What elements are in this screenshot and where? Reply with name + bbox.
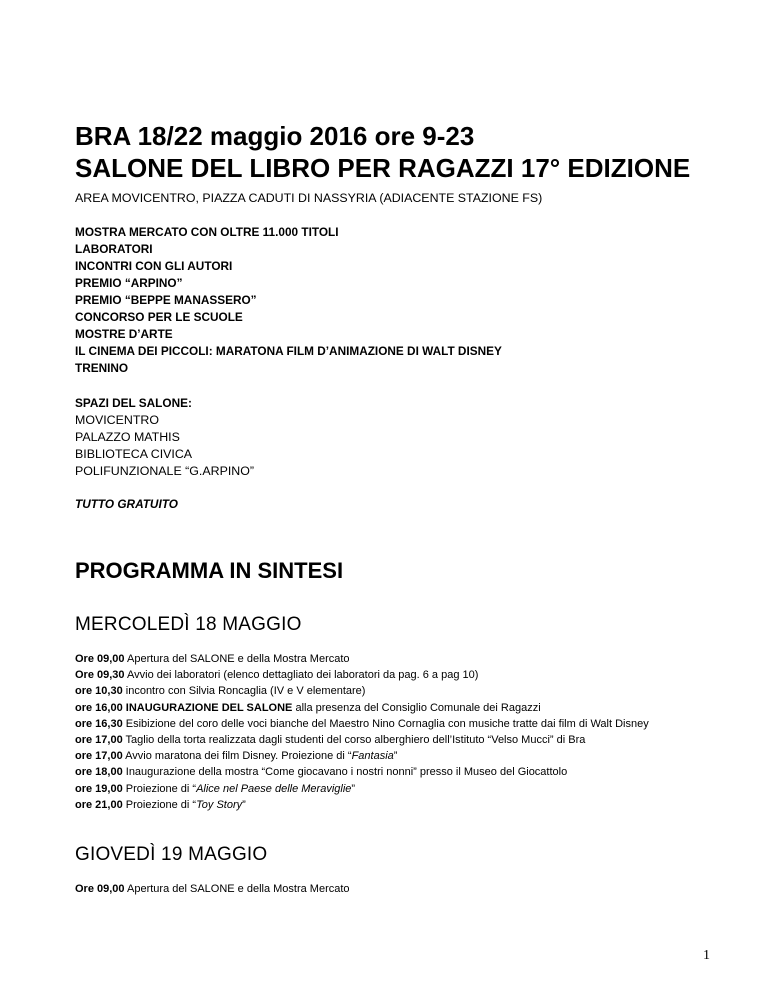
event-row: ore 21,00 Proiezione di “Toy Story” — [75, 798, 246, 811]
day-heading-wednesday: MERCOLEDÌ 18 MAGGIO — [75, 614, 302, 635]
spazi-list — [75, 412, 715, 480]
day-heading-thursday: GIOVEDÌ 19 MAGGIO — [75, 844, 268, 866]
list-item: CONCORSO PER LE SCUOLE — [75, 310, 243, 324]
list-item: PALAZZO MATHIS — [75, 430, 180, 444]
list-item: INCONTRI CON GLI AUTORI — [75, 259, 233, 273]
list-item: BIBLIOTECA CIVICA — [75, 447, 193, 461]
document-page — [75, 120, 715, 897]
event-row: ore 16,00 INAUGURAZIONE DEL SALONE alla presenza del Consiglio Comunale dei Ragazzi — [75, 701, 541, 714]
event-row: ore 17,00 Taglio della torta realizzata dagli studenti del corso alberghiero dell’Istituto “Velso Mucci” di Bra — [75, 734, 586, 747]
event-row: Ore 09,00 Apertura del SALONE e della Mostra Mercato — [75, 883, 350, 896]
event-row: ore 10,30 incontro con Silvia Roncaglia (IV e V elementare) — [75, 685, 366, 698]
list-item: PREMIO “ARPINO” — [75, 276, 183, 290]
highlights-list — [75, 224, 715, 377]
event-row: ore 19,00 Proiezione di “Alice nel Paese delle Meraviglie” — [75, 782, 356, 795]
programma-heading: PROGRAMMA IN SINTESI — [75, 558, 344, 583]
list-item: IL CINEMA DEI PICCOLI: MARATONA FILM D’ANIMAZIONE DI WALT DISNEY — [75, 344, 502, 358]
list-item: PREMIO “BEPPE MANASSERO” — [75, 293, 257, 307]
spazi-heading: SPAZI DEL SALONE: — [75, 396, 192, 410]
event-row: ore 16,30 Esibizione del coro delle voci bianche del Maestro Nino Cornaglia con musiche tratte dai film di Walt Disney — [75, 717, 649, 730]
event-row: ore 17,00 Avvio maratona dei film Disney. Proiezione di “Fantasia” — [75, 750, 398, 763]
list-item: MOVICENTRO — [75, 413, 159, 427]
list-item: POLIFUNZIONALE “G.ARPINO” — [75, 464, 254, 478]
list-item: MOSTRA MERCATO CON OLTRE 11.000 TITOLI — [75, 225, 339, 239]
spazi-section — [75, 395, 715, 480]
location-line: AREA MOVICENTRO, PIAZZA CADUTI DI NASSYRIA (ADIACENTE STAZIONE FS) — [75, 191, 543, 205]
list-item: TRENINO — [75, 361, 129, 375]
page-number: 1 — [703, 948, 710, 963]
free-entry-note: TUTTO GRATUITO — [75, 497, 178, 511]
event-row: ore 18,00 Inaugurazione della mostra “Come giocavano i nostri nonni” presso il Museo del Giocattolo — [75, 766, 568, 779]
title-dates: BRA 18/22 maggio 2016 ore 9-23 — [75, 121, 475, 151]
list-item: MOSTRE D’ARTE — [75, 327, 173, 341]
event-row: Ore 09,00 Apertura del SALONE e della Mostra Mercato — [75, 653, 350, 665]
title-event: SALONE DEL LIBRO PER RAGAZZI 17° EDIZIONE — [75, 153, 691, 183]
event-row: Ore 09,30 Avvio dei laboratori (elenco dettagliato dei laboratori da pag. 6 a pag 10) — [75, 669, 479, 682]
events-thursday — [75, 881, 715, 897]
list-item: LABORATORI — [75, 242, 153, 256]
events-wednesday — [75, 651, 715, 813]
